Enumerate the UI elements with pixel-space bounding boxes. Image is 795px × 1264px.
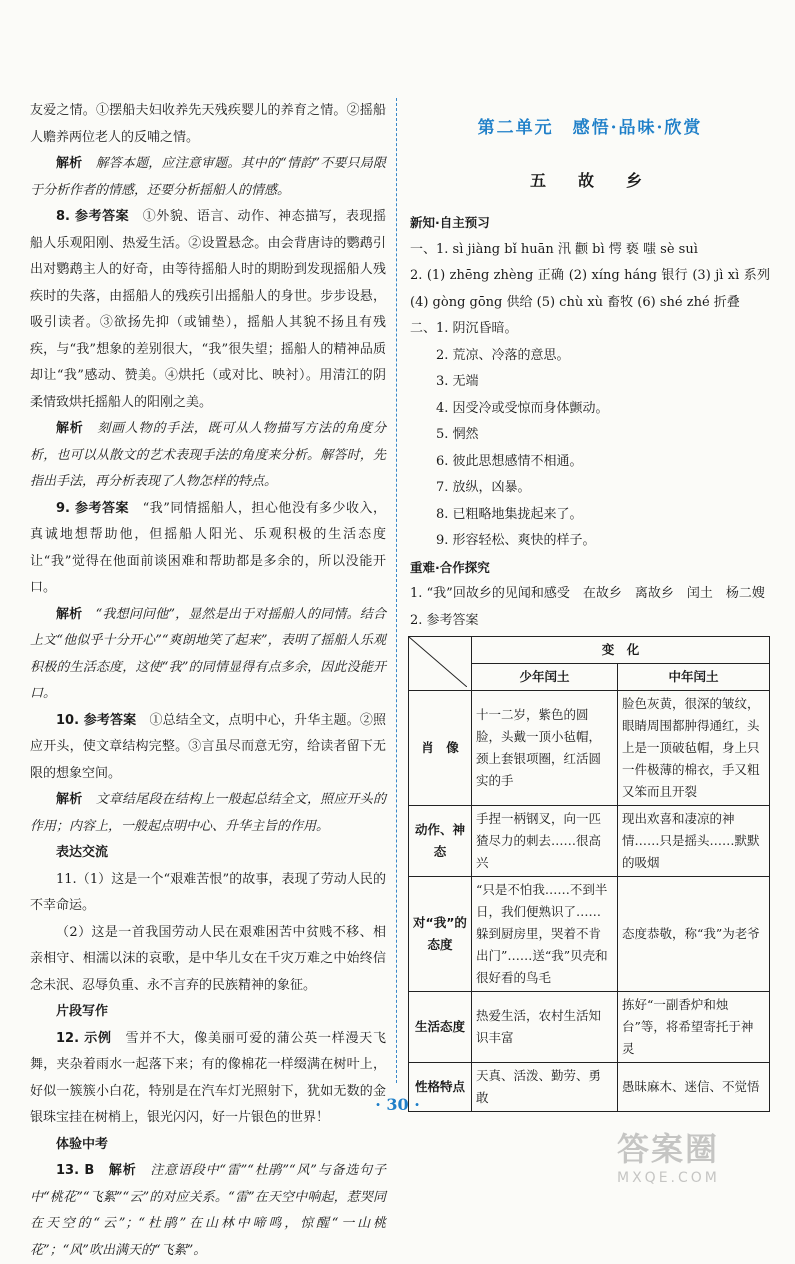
paragraph: 友爱之情。①摆船夫妇收养先天残疾婴儿的养育之情。②摇船人赡养两位老人的反哺之情。 — [30, 103, 386, 145]
analysis-paragraph — [30, 151, 386, 204]
column-divider — [396, 98, 397, 1083]
table-row — [409, 992, 770, 1063]
row-header: 肖 像 — [409, 691, 472, 806]
analysis-text: 文章结尾段在结构上一般起总结全文，照应开头的作用；内容上，一般起点明中心、升华主旨的作用。 — [30, 792, 386, 834]
row-header: 生活态度 — [409, 992, 472, 1063]
label: 13. B — [56, 1163, 95, 1178]
right-column — [410, 98, 770, 1112]
answer-text: 雪并不大，像美丽可爱的蒲公英一样漫天飞舞，夹杂着雨水一起落下来；有的像棉花一样缀满在树叶上，好似一簇簇小白花，特别是在汽车灯光照射下，犹如无数的金银珠宝挂在树梢上，银光闪闪，好一片银色的世界！ — [30, 1030, 386, 1125]
row-header: 动作、神态 — [409, 806, 472, 877]
label: 12. 示例 — [56, 1030, 112, 1046]
label: 10. 参考答案 — [56, 712, 137, 728]
watermark-url: MXQE.COM — [617, 1170, 720, 1186]
page-number: · 30 · — [375, 1095, 420, 1114]
table-cell: 热爱生活，农村生活知识丰富 — [471, 992, 617, 1063]
answer-text: ①外貌、语言、动作、神态描写，表现摇船人乐观阳刚、热爱生活。②设置悬念。由会背唐诗的鹦鹉引出对鹦鹉主人的好奇，由等待摇船人时的期盼到发现摇船人残疾时的失落，由摇船人的残疾引出摇船人的身世。步步设悬，吸引读者。③欲扬先抑（或铺垫），摇船人其貌不扬且有残疾，与“我”想象的差别很大，“我”很失望；摇船人的精神品质却让“我”感动、赞美。④烘托（或对比、映衬）。用清江的阴柔情致烘托摇船人的阳刚之美。 — [30, 209, 386, 410]
table-cell: 态度恭敬，称“我”为老爷 — [617, 877, 769, 992]
analysis-text: 注意语段中“雷”“杜鹃”“风”与备选句子中“桃花”“飞絮”“云”的对应关系。“雷”在天空中响起，惹哭同在天空的“云”；“杜鹃”在山林中啼鸣，惊醒“一山桃花”；“风”吹出满天的“飞絮”。 — [30, 1163, 386, 1258]
paragraph: 7. 放纵，凶暴。 — [436, 480, 531, 495]
section-heading: 片段写作 — [56, 1004, 109, 1019]
paragraph: 2. 荒凉、冷落的意思。 — [436, 347, 570, 363]
comparison-table — [408, 636, 770, 1112]
label: 解析 — [108, 1163, 137, 1178]
row-header: 对“我”的态度 — [409, 877, 472, 992]
paragraph: 6. 彼此思想感情不相通。 — [436, 453, 583, 469]
label: 8. 参考答案 — [56, 209, 130, 224]
answer-paragraph — [30, 496, 386, 602]
table-cell: 拣好“一副香炉和烛台”等，将希望寄托于神灵 — [617, 992, 769, 1063]
label: 解析 — [56, 606, 83, 622]
analysis-paragraph — [30, 602, 386, 708]
paragraph: 1. “我”回故乡的见闻和感受 在故乡 离故乡 闰土 杨二嫂 — [410, 586, 765, 601]
table-cell: 愚昧麻木、迷信、不觉悟 — [617, 1063, 769, 1112]
answer-paragraph — [30, 1026, 386, 1132]
table-row — [409, 691, 770, 806]
table-header-change: 变 化 — [471, 637, 769, 664]
paragraph: 9. 形容轻松、爽快的样子。 — [436, 533, 596, 548]
paragraph: 二、1. 阴沉昏暗。 — [410, 321, 518, 336]
diagonal-line — [409, 637, 467, 687]
table-header-col2: 中年闰土 — [617, 664, 769, 691]
paragraph: 3. 无端 — [436, 374, 479, 389]
table-header-col1: 少年闰土 — [471, 664, 617, 691]
answer-paragraph — [30, 708, 386, 788]
unit-title: 第二单元 感悟·品味·欣赏 — [477, 118, 703, 138]
paragraph: 一、1. sì jiàng bǐ huān 汛 颧 bì 愕 亵 嗤 sè suì — [410, 241, 698, 257]
section-heading: 新知·自主预习 — [410, 215, 490, 230]
table-cell: 天真、活泼、勤劳、勇敢 — [471, 1063, 617, 1112]
answer-text: “我”同情摇船人，担心他没有多少收入，真诚地想帮助他，但摇船人阳光、乐观积极的生活态度让“我”觉得在他面前谈困难和帮助都是多余的，所以没能开口。 — [30, 500, 386, 595]
table-cell: 十一二岁，紫色的圆脸，头戴一顶小毡帽，颈上套银项圈，红活圆实的手 — [471, 691, 617, 806]
section-heading: 体验中考 — [56, 1136, 109, 1152]
watermark-text: 答案圈 — [617, 1130, 720, 1168]
label: 解析 — [56, 156, 83, 171]
table-row — [409, 806, 770, 877]
section-heading: 表达交流 — [56, 845, 109, 860]
label: 9. 参考答案 — [56, 500, 130, 516]
analysis-text: 解答本题，应注意审题。其中的“情韵”不要只局限于分析作者的情感，还要分析摇船人的情感。 — [30, 156, 386, 198]
answer-paragraph — [30, 1158, 386, 1264]
answer-text: ①总结全文，点明中心，升华主题。②照应开头，使文章结构完整。③言虽尽而意无穷，给读者留下无限的想象空间。 — [30, 712, 386, 781]
paragraph: 8. 已粗略地集拢起来了。 — [436, 506, 583, 522]
paragraph: （2）这是一首我国劳动人民在艰难困苦中贫贱不移、相亲相守、相濡以沫的哀歌，是中华儿女在千灾万难之中始终信念未泯、忍辱负重、永不言弃的民族精神的象征。 — [30, 924, 386, 993]
analysis-text: “我想问问他”，显然是出于对摇船人的同情。结合上文“他似乎十分开心”“爽朗地笑了起来”，表明了摇船人乐观积极的生活态度，这使“我”的同情显得有点多余，因此没能开口。 — [30, 606, 386, 701]
table-cell: 手捏一柄钢叉，向一匹猹尽力的刺去……很高兴 — [471, 806, 617, 877]
table-corner-cell — [409, 637, 472, 691]
table-cell: “只是不怕我……不到半日，我们便熟识了……躲到厨房里，哭着不肯出门”……送“我”贝壳和很好看的鸟毛 — [471, 877, 617, 992]
section-heading: 重难·合作探究 — [410, 559, 490, 575]
paragraph: 11.（1）这是一个“艰难苦恨”的故事，表现了劳动人民的不幸命运。 — [30, 871, 386, 913]
label: 解析 — [56, 792, 83, 807]
watermark-logo — [617, 1124, 777, 1186]
table-row — [409, 877, 770, 992]
paragraph: 2. 参考答案 — [410, 612, 479, 628]
analysis-text: 刻画人物的手法，既可从人物描写方法的角度分析，也可以从散文的艺术表现手法的角度来分析。解答时，先指出手法，再分析表现了人物怎样的特点。 — [30, 421, 386, 489]
analysis-paragraph — [30, 416, 386, 496]
left-column — [30, 98, 386, 1264]
label: 解析 — [56, 421, 84, 436]
answer-paragraph — [30, 204, 386, 416]
lesson-title: 五 故 乡 — [529, 171, 650, 190]
table-cell: 现出欢喜和凄凉的神情……只是摇头……默默的吸烟 — [617, 806, 769, 877]
page-number-value: 30 — [386, 1095, 409, 1114]
table-cell: 脸色灰黄，很深的皱纹，眼睛周围都肿得通红，头上是一顶破毡帽，身上只一件极薄的棉衣，手又粗又笨而且开裂 — [617, 691, 769, 806]
analysis-paragraph — [30, 787, 386, 840]
paragraph: 5. 惘然 — [436, 427, 479, 442]
row-header: 性格特点 — [409, 1063, 472, 1112]
paragraph: 2. (1) zhēng zhèng 正确 (2) xíng háng 银行 (3) jì xì 系列 (4) gòng gōng 供给 (5) chù xù 畜牧 (6) shé zhé 折叠 — [410, 268, 770, 310]
paragraph: 4. 因受冷或受惊而身体颤动。 — [436, 400, 609, 416]
